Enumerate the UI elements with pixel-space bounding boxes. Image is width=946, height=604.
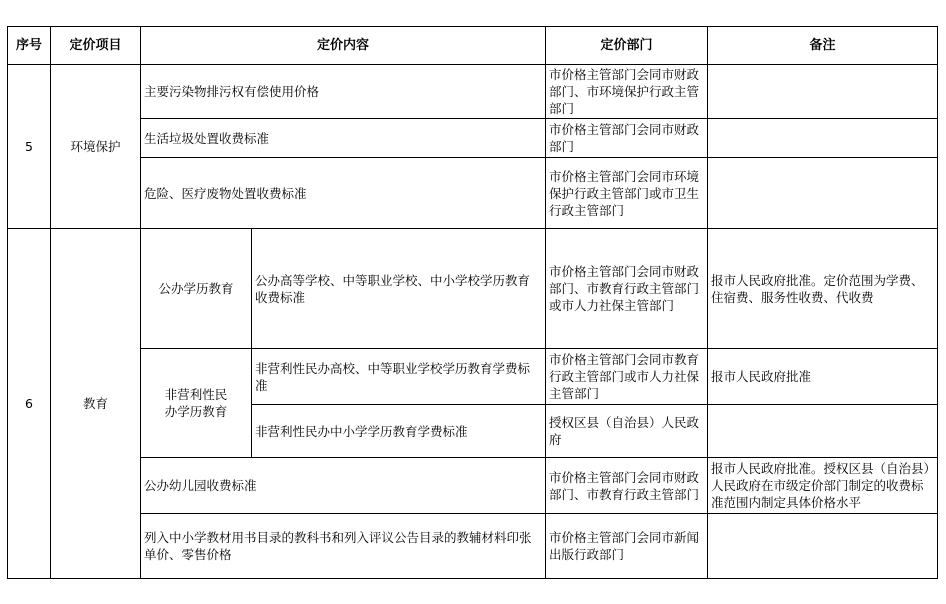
- dept-cell: 市价格主管部门会同市环境保护行政主管部门或市卫生行政主管部门: [546, 158, 708, 229]
- header-content: 定价内容: [141, 27, 546, 65]
- header-row: [8, 27, 938, 65]
- content-cell: 公办幼儿园收费标准: [141, 458, 546, 514]
- dept-cell: 市价格主管部门会同市财政部门、市教育行政主管部门: [546, 458, 708, 514]
- note-cell: 报市人民政府批准: [708, 349, 938, 405]
- table-row: [8, 514, 938, 579]
- content-cell: 危险、医疗废物处置收费标准: [141, 158, 546, 229]
- table-row: [8, 349, 938, 405]
- note-cell: [708, 514, 938, 579]
- note-cell: 报市人民政府批准。定价范围为学费、住宿费、服务性收费、代收费: [708, 229, 938, 349]
- table-row: [8, 229, 938, 349]
- dept-cell: 市价格主管部门会同市新闻出版行政部门: [546, 514, 708, 579]
- content-cell: 生活垃圾处置收费标准: [141, 119, 546, 158]
- table-row: [8, 458, 938, 514]
- content-cell: 主要污染物排污权有偿使用价格: [141, 65, 546, 119]
- item-cell: 教育: [51, 229, 141, 579]
- dept-cell: 市价格主管部门会同市财政部门、市教育行政主管部门或市人力社保主管部门: [546, 229, 708, 349]
- dept-cell: 市价格主管部门会同市财政部门: [546, 119, 708, 158]
- dept-cell: 授权区县（自治县）人民政府: [546, 405, 708, 458]
- item-cell: 环境保护: [51, 65, 141, 229]
- pricing-table: [7, 26, 938, 579]
- header-dept: 定价部门: [546, 27, 708, 65]
- header-seq: 序号: [8, 27, 51, 65]
- content-cell: 非营利性民办高校、中等职业学校学历教育学费标准: [252, 349, 546, 405]
- content-cell: 公办高等学校、中等职业学校、中小学校学历教育收费标准: [252, 229, 546, 349]
- note-cell: [708, 405, 938, 458]
- seq-cell: 5: [8, 65, 51, 229]
- dept-cell: 市价格主管部门会同市财政部门、市环境保护行政主管部门: [546, 65, 708, 119]
- content-cell: 非营利性民办中小学学历教育学费标准: [252, 405, 546, 458]
- seq-cell: 6: [8, 229, 51, 579]
- table-row: [8, 65, 938, 119]
- table-row: [8, 119, 938, 158]
- note-cell: 报市人民政府批准。授权区县（自治县）人民政府在市级定价部门制定的收费标准范围内制定具体价格水平: [708, 458, 938, 514]
- note-cell: [708, 65, 938, 119]
- header-item: 定价项目: [51, 27, 141, 65]
- subcategory-cell: 公办学历教育: [141, 229, 252, 349]
- content-cell: 列入中小学教材用书目录的教科书和列入评议公告目录的教辅材料印张单价、零售价格: [141, 514, 546, 579]
- header-note: 备注: [708, 27, 938, 65]
- subcategory-cell: 非营利性民办学历教育: [141, 349, 252, 458]
- table-row: [8, 158, 938, 229]
- dept-cell: 市价格主管部门会同市教育行政主管部门或市人力社保主管部门: [546, 349, 708, 405]
- note-cell: [708, 158, 938, 229]
- note-cell: [708, 119, 938, 158]
